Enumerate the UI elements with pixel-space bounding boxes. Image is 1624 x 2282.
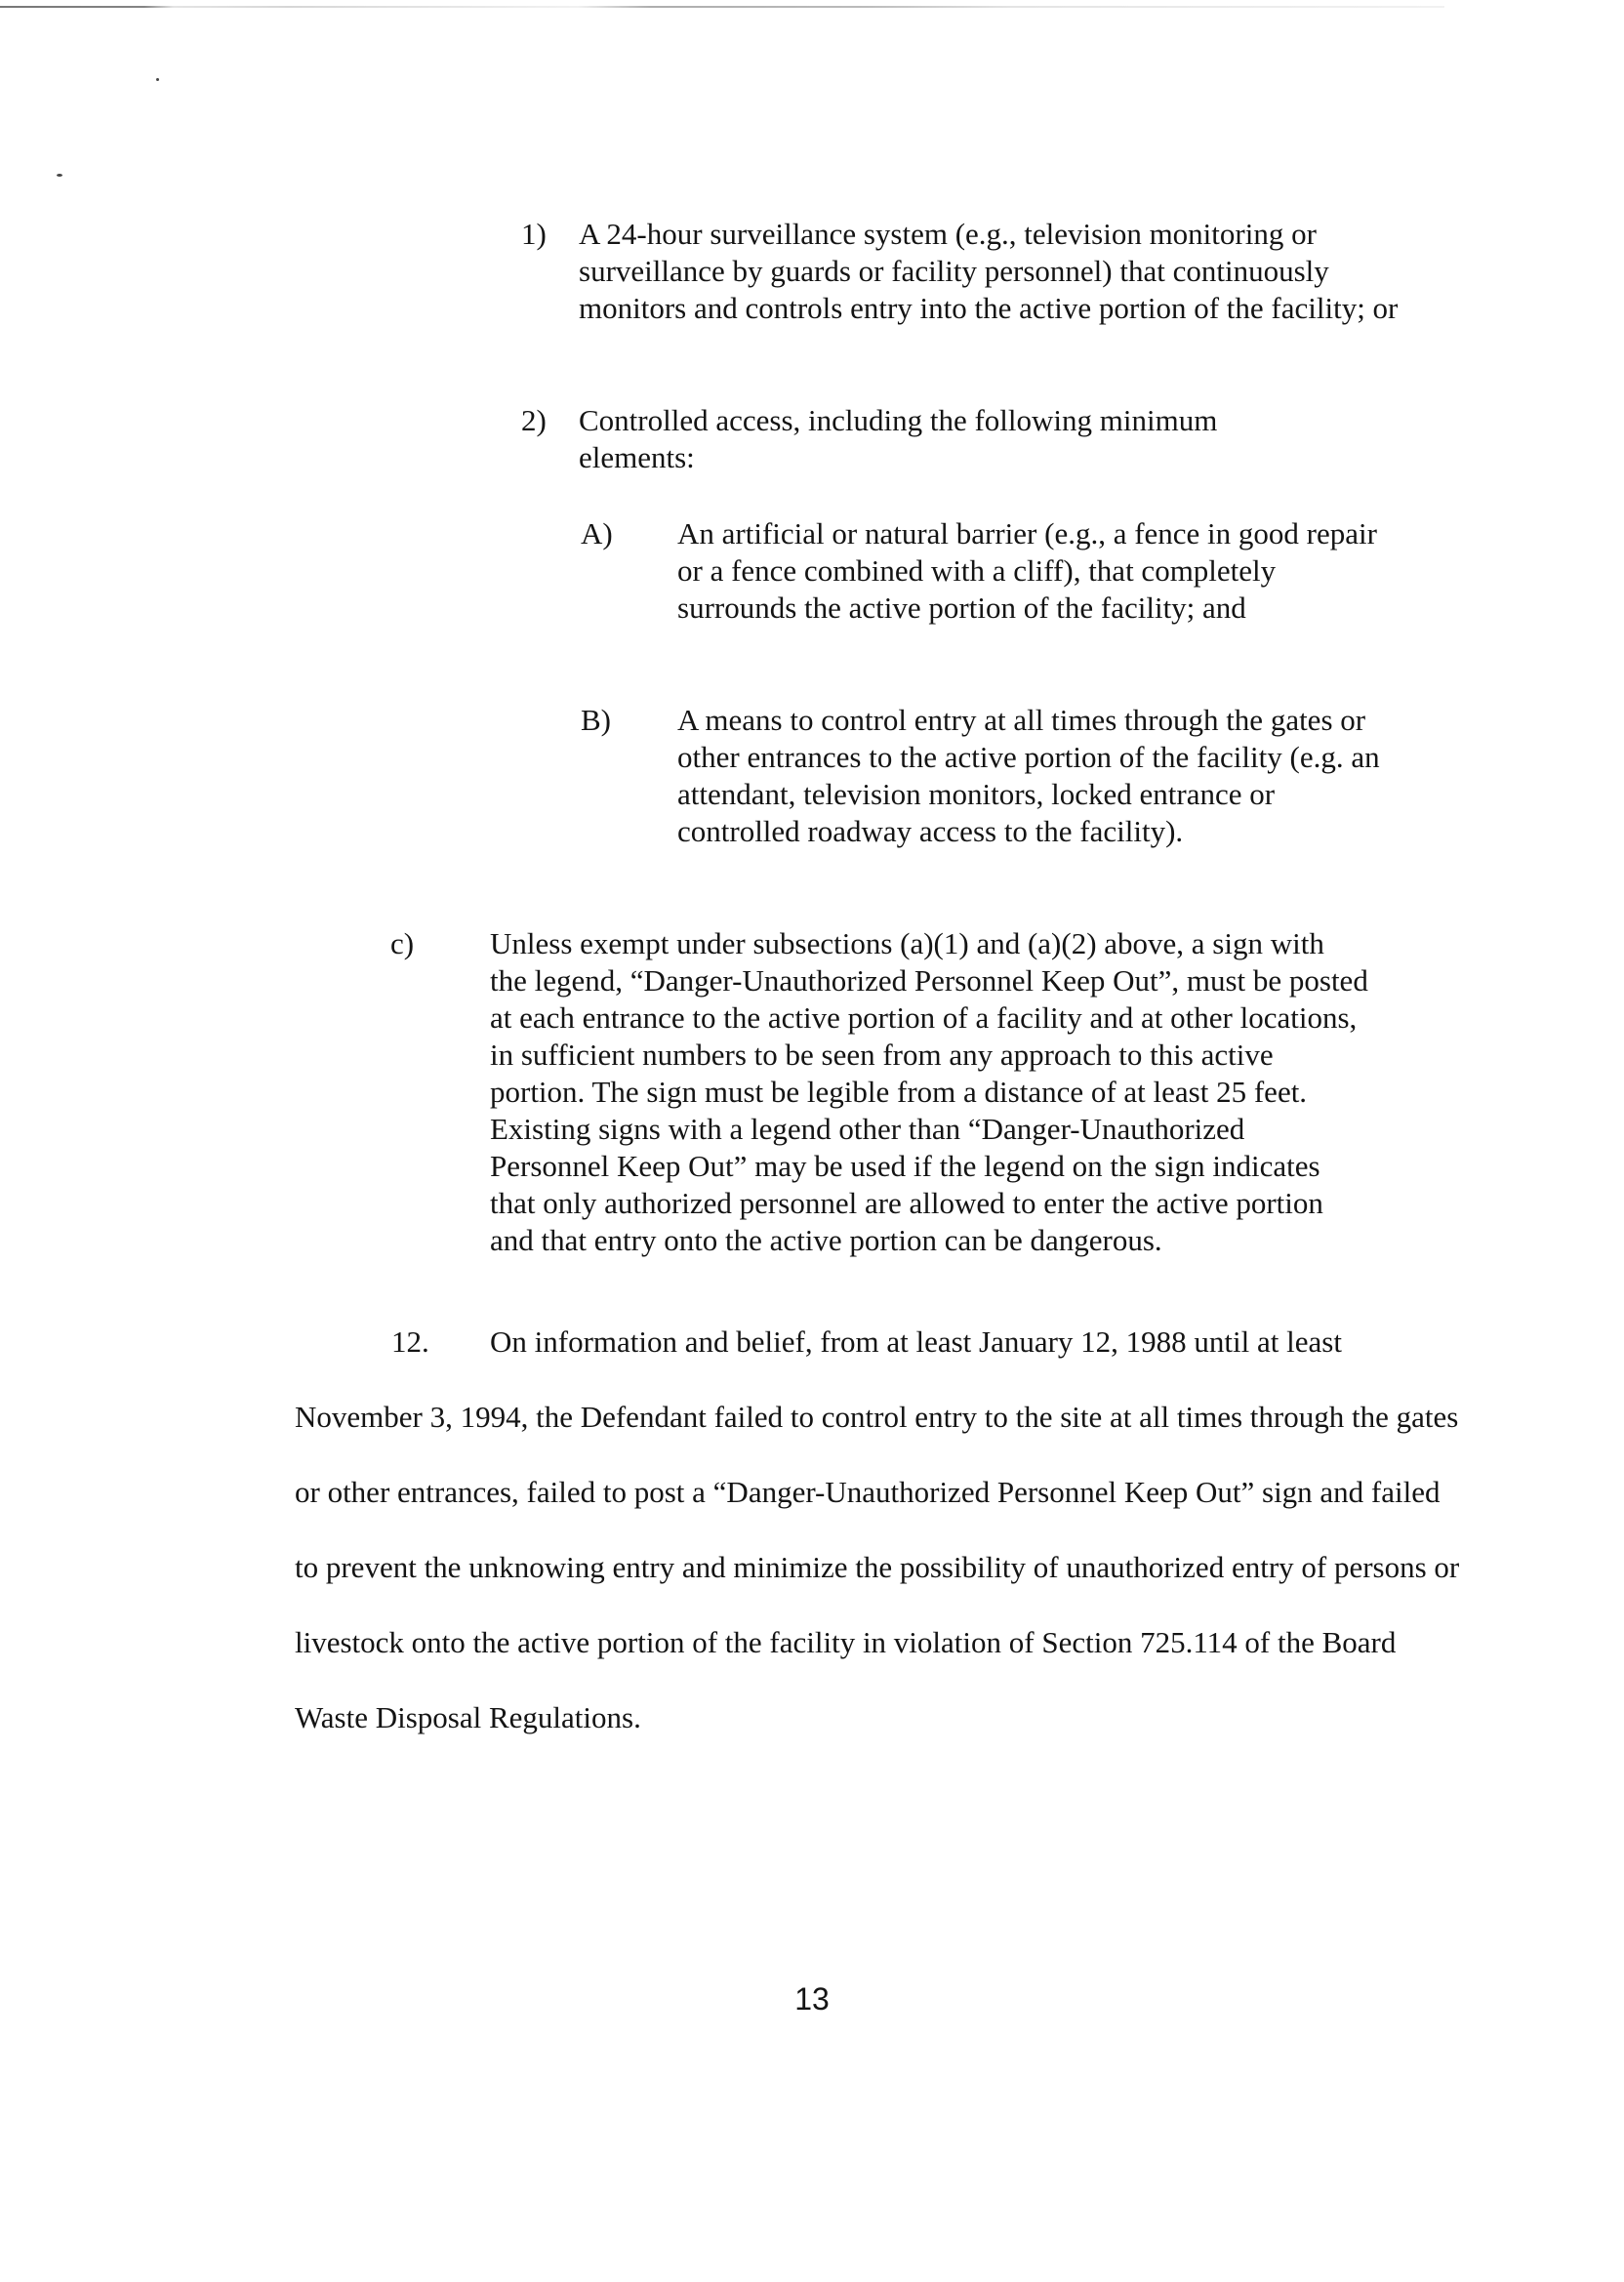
scan-speck [156,78,159,81]
scan-speck [57,174,62,177]
sub-item-marker-b: B) [581,703,611,737]
paragraph-number: 12. [391,1324,429,1359]
scan-edge-line [0,6,1444,8]
sub-item-marker-a: A) [581,516,613,550]
list-marker-1: 1) [521,217,547,251]
sub-item-a: An artificial or natural barrier (e.g., a fence in good repair or a fence combined with a cliff), that completely surrounds the active portion of the facility; and [677,516,1377,625]
paragraph-12-text: On information and belief, from at least January 12, 1988 until at least November 3, 1994, the Defendant failed to control entry to the site at all times through the gates or other entrances, failed to post a “Danger-Unauthorized Personnel Keep Out” sign and failed to prevent the unknowing entry and minimize the possibility of unauthorized entry of persons or livestock onto the active portion of the facility in violation of Section 725.114 of the Board Waste Disposal Regulations. [295,1324,1460,1734]
list-item-1: A 24-hour surveillance system (e.g., television monitoring or surveillance by guards or facility personnel) that continuously monitors and controls entry into the active portion of the facility; or [579,217,1399,325]
page-number: 13 [794,1981,830,2017]
subsection-c-marker: c) [390,926,415,960]
paragraph-12-indent [295,1304,490,1379]
sub-item-b: A means to control entry at all times through the gates or other entrances to the active portion of the facility (e.g. an attendant, television monitors, locked entrance or controlled roadway access to the facility). [677,703,1380,848]
list-marker-2: 2) [521,403,547,437]
subsection-c-text: Unless exempt under subsections (a)(1) and (a)(2) above, a sign with the legend, “Danger-Unauthorized Personnel Keep Out”, must be posted at each entrance to the active portion of a facility and at other locations, in sufficient numbers to be seen from any approach to this active portion. The sign must be legible from a distance of at least 25 feet. Existing signs with a legend other than “Danger-Unauthorized Personnel Keep Out” may be used if the legend on the sign indicates that only authorized personnel are allowed to enter the active portion and that entry onto the active portion can be dangerous. [490,926,1368,1257]
paragraph-12 [295,1304,1466,1755]
list-item-2: Controlled access, including the following minimum elements: [579,403,1218,474]
